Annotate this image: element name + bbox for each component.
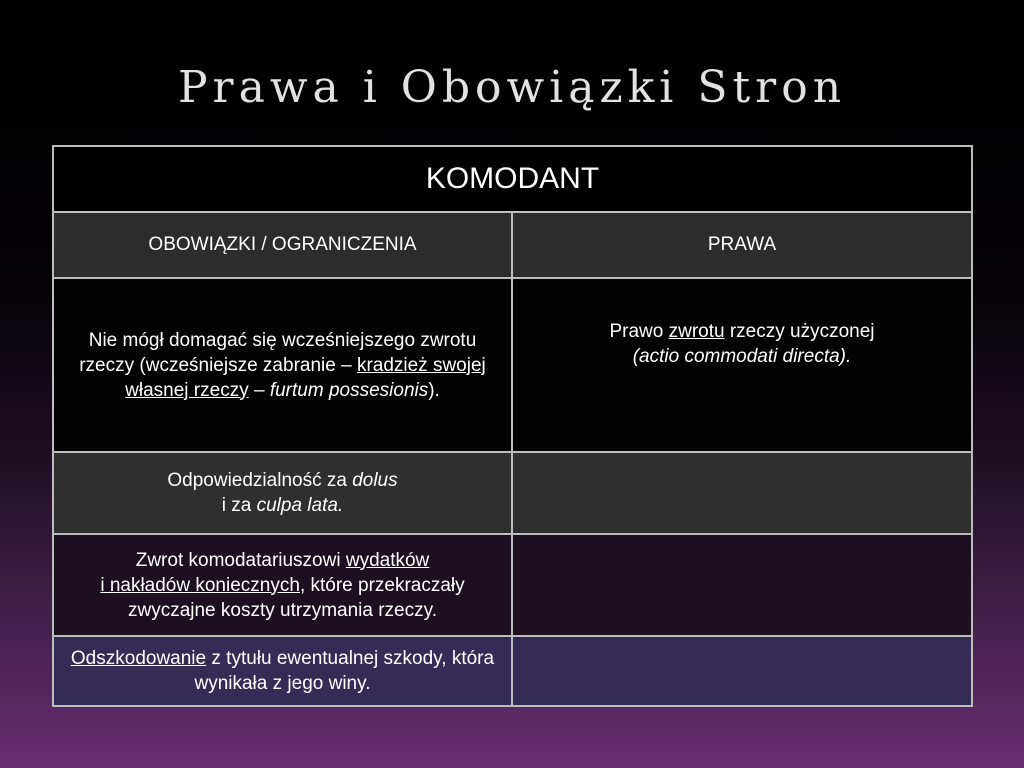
cell-text: Nie mógł domagać się wcześniejszego zwrotu rzeczy (wcześniejsze zabranie – (79, 329, 477, 376)
rights-table (52, 145, 973, 707)
cell-italic-text: dolus (352, 470, 398, 491)
cell-underlined-text: i nakładów koniecznych (100, 574, 300, 596)
obligation-cell-3 (53, 534, 512, 636)
cell-underlined-text: Odszkodowanie (70, 648, 207, 669)
cell-italic-text: (actio commodati directa). (632, 346, 852, 367)
cell-text: , które przekraczały zwyczajne koszty utrzymania rzeczy. (127, 574, 465, 621)
cell-text: i za (221, 495, 257, 516)
column-header-rights: PRAWA (512, 212, 972, 278)
cell-italic-text: furtum possesionis (269, 379, 429, 401)
table-header-komodant: KOMODANT (53, 146, 972, 212)
cell-text: z tytułu ewentualnej szkody, która wynikała z jego winy. (194, 648, 495, 694)
obligation-cell-1 (53, 278, 512, 452)
column-header-obligations: OBOWIĄZKI / OGRANICZENIA (53, 212, 512, 278)
cell-text: Odpowiedzialność za (167, 470, 353, 491)
cell-italic-text: culpa lata. (256, 495, 344, 516)
table-row (53, 636, 972, 706)
cell-text: Prawo (609, 321, 669, 342)
obligation-cell-2 (53, 452, 512, 534)
table-main-header-row (53, 146, 972, 212)
table-row (53, 534, 972, 636)
right-cell-1 (512, 278, 972, 452)
table-row (53, 452, 972, 534)
cell-text: rzeczy użyczonej (724, 321, 875, 342)
right-cell-3 (512, 534, 972, 636)
table-column-header-row (53, 212, 972, 278)
cell-text: Zwrot komodatariuszowi (135, 549, 346, 571)
cell-text: ). (428, 379, 440, 401)
obligation-cell-4 (53, 636, 512, 706)
right-cell-4 (512, 636, 972, 706)
cell-underlined-text: wydatków (345, 549, 430, 571)
cell-underlined-text: zwrotu (668, 321, 725, 342)
table-row (53, 278, 972, 452)
slide-title: Prawa i Obowiązki Stron (177, 62, 847, 113)
right-cell-2 (512, 452, 972, 534)
cell-text: – (248, 379, 270, 401)
cell-underlined-text: kradzież swojej własnej rzeczy (125, 354, 486, 401)
